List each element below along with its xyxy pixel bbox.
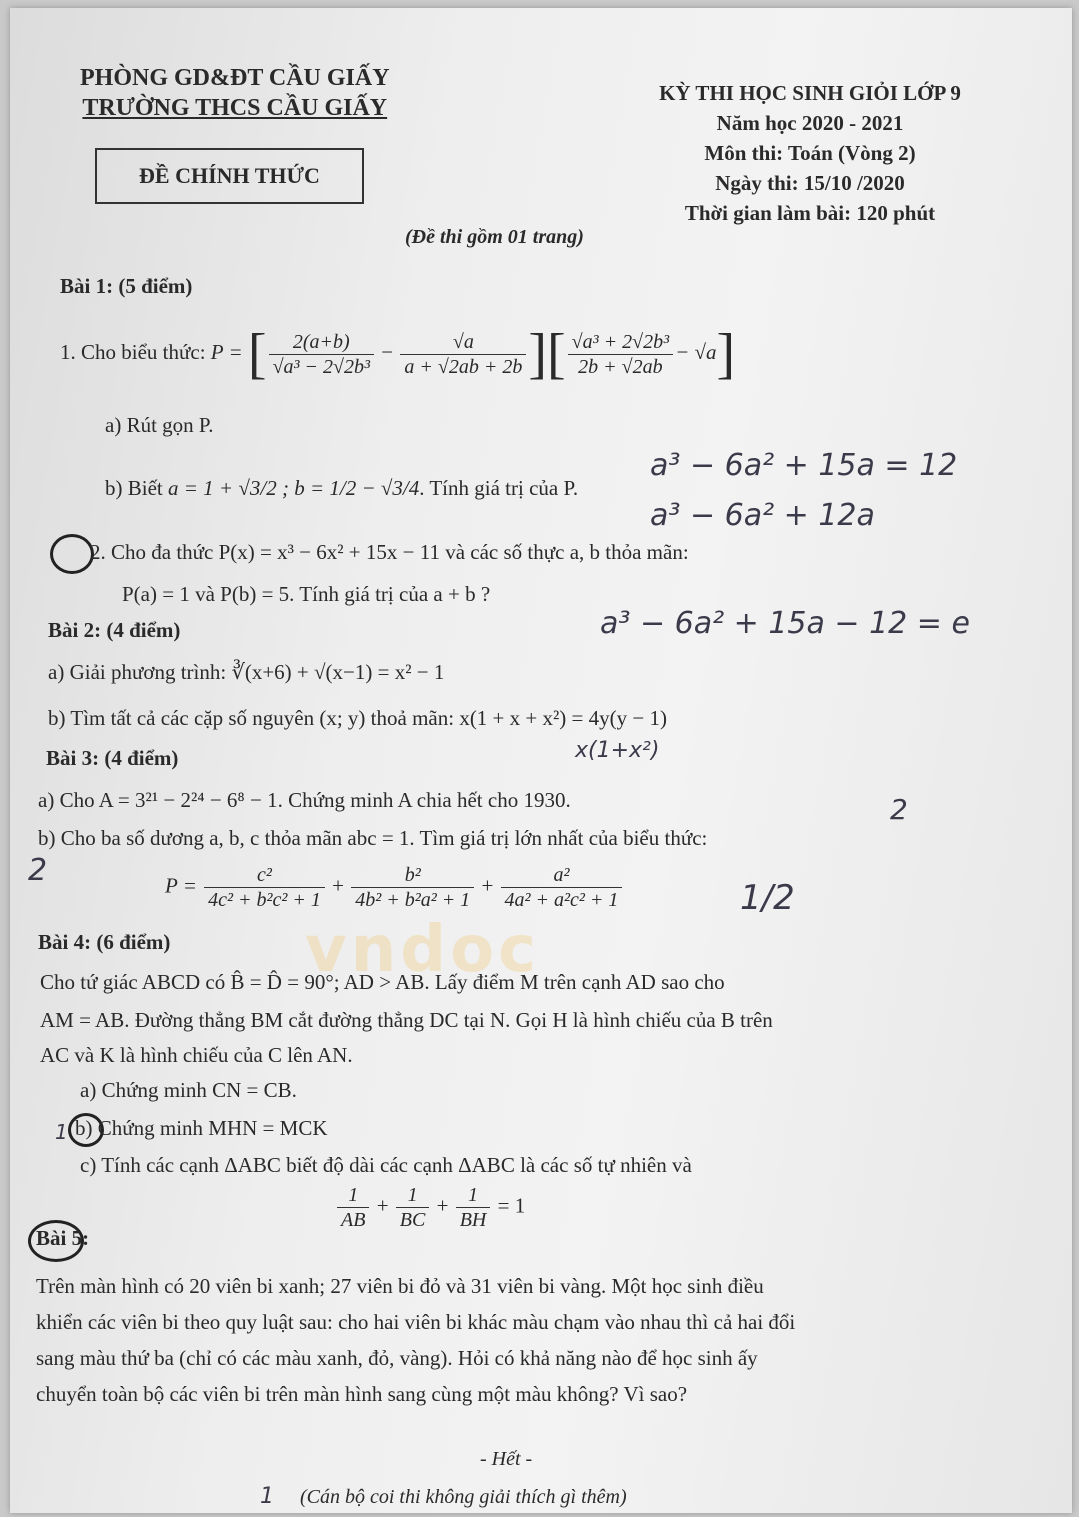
- bai1-q2-line2: P(a) = 1 và P(b) = 5. Tính giá trị của a + b ?: [122, 582, 491, 606]
- handwriting-8: 1: [260, 1484, 274, 1509]
- p-frac-2: $\frac{\text{b²}}{\text{4b² + b²a² + 1}}$: [351, 863, 474, 912]
- bai4-c: c) Tính các cạnh ΔABC biết độ dài các cạnh ΔABC là các số tự nhiên và: [80, 1153, 692, 1177]
- handwriting-4: x(1+x²): [575, 738, 660, 763]
- subject: Môn thi: Toán (Vòng 2): [704, 141, 916, 165]
- bai3-a: a) Cho A = 3²¹ − 2²⁴ − 6⁸ − 1. Chứng minh A chia hết cho 1930.: [38, 788, 571, 812]
- bai1-q1a: a) Rút gọn P.: [105, 413, 214, 437]
- bai2-b: b) Tìm tất cả các cặp số nguyên (x; y) thoả mãn: x(1 + x + x²) = 4y(y − 1): [48, 706, 667, 730]
- bai4-b: b) Chứng minh MHN = MCK: [75, 1116, 328, 1140]
- bai5-line3: sang màu thứ ba (chỉ có các màu xanh, đỏ, vàng). Hỏi có khả năng nào để học sinh ấy: [36, 1346, 758, 1370]
- p-frac-3: $\frac{\text{a²}}{\text{4a² + a²c² + 1}}$: [501, 863, 623, 912]
- bai1-title: Bài 1: (5 điểm): [60, 274, 193, 298]
- bai5-line1: Trên màn hình có 20 viên bi xanh; 27 viên bi đỏ và 31 viên bi vàng. Một học sinh điều: [36, 1274, 764, 1298]
- exam-date: Ngày thi: 15/10 /2020: [715, 171, 905, 195]
- footer-note: (Cán bộ coi thi không giải thích gì thêm): [300, 1486, 627, 1508]
- duration: Thời gian làm bài: 120 phút: [684, 201, 936, 225]
- end-mark: - Hết -: [480, 1448, 533, 1470]
- eq-frac-1: $\frac{1}{AB}$: [337, 1183, 369, 1232]
- handwriting-3: a³ − 6a² + 15a − 12 = e: [600, 606, 970, 641]
- handwriting-6: 2: [28, 853, 48, 888]
- bai1-q2-line1: 2. Cho đa thức P(x) = x³ − 6x² + 15x − 11 và các số thực a, b thỏa mãn:: [90, 540, 689, 564]
- bai3-title: Bài 3: (4 điểm): [46, 746, 179, 770]
- handwriting-9: 2: [890, 793, 908, 826]
- bai4-line2: AM = AB. Đường thẳng BM cắt đường thẳng DC tại N. Gọi H là hình chiếu của B trên: [40, 1008, 773, 1032]
- bai5-line4: chuyển toàn bộ các viên bi trên màn hình sang cùng một màu không? Vì sao?: [36, 1382, 688, 1406]
- header-left: [80, 63, 390, 123]
- bai5-title: Bài 5:: [36, 1226, 90, 1250]
- bai4-line3: AC và K là hình chiếu của C lên AN.: [40, 1043, 353, 1067]
- pages-note: (Đề thi gồm 01 trang): [405, 226, 584, 248]
- bai3-b: b) Cho ba số dương a, b, c thỏa mãn abc = 1. Tìm giá trị lớn nhất của biểu thức:: [38, 826, 708, 850]
- bai4-title: Bài 4: (6 điểm): [38, 930, 171, 954]
- bai3-p-expression: P = $\frac{\text{c²}}{\text{4c² + b²c² + 1}}$ + $\frac{\text{b²}}{\text{4b² + b²a² + 1}}$ + $\frac{\text{a²}}{\text{4a² + a²c² + 1}}$: [165, 863, 624, 912]
- frac-1: $\frac{2(a+b)}{\text{√a³ − 2√2b³}}$: [269, 330, 374, 379]
- bai1-q1: 1. Cho biểu thức: P = [ $\frac{2(a+b)}{\text{√a³ − 2√2b³}}$ − $\frac{√a}{a + √2ab + 2b}$ ][ $\frac{\text{√a³ + 2√2b³}}{2b + √2ab}$ − √a]: [60, 323, 736, 385]
- p-frac-1: $\frac{\text{c²}}{\text{4c² + b²c² + 1}}$: [204, 863, 325, 912]
- bai4-equation: $\frac{1}{AB}$ + $\frac{1}{BC}$ + $\frac{1}{BH}$ = 1: [335, 1183, 525, 1232]
- bai1-q1-intro: 1. Cho biểu thức:: [60, 339, 206, 364]
- school-name: TRƯỜNG THCS CẦU GIẤY: [82, 95, 388, 121]
- bai2-a: a) Giải phương trình: ∛(x+6) + √(x−1) = x² − 1: [48, 660, 445, 684]
- frac-3: $\frac{\text{√a³ + 2√2b³}}{2b + √2ab}$: [568, 330, 673, 379]
- bai4-line1: Cho tứ giác ABCD có B̂ = D̂ = 90°; AD > AB. Lấy điểm M trên cạnh AD sao cho: [40, 970, 725, 994]
- bai1-q1b: b) Biết a = 1 + √3/2 ; b = 1/2 − √3/4. Tính giá trị của P.: [105, 476, 579, 500]
- watermark-logo: vndoc: [305, 913, 540, 987]
- exam-title: KỲ THI HỌC SINH GIỎI LỚP 9: [659, 81, 961, 105]
- official-label: ĐỀ CHÍNH THỨC: [95, 148, 364, 204]
- handwriting-1: a³ − 6a² + 15a = 12: [650, 448, 958, 483]
- handwriting-5: 1/2: [740, 878, 795, 918]
- department: PHÒNG GD&ĐT CẦU GIẤY: [80, 65, 390, 91]
- eq-frac-2: $\frac{1}{BC}$: [396, 1183, 430, 1232]
- exam-paper: [10, 8, 1072, 1513]
- school-year: Năm học 2020 - 2021: [716, 111, 904, 135]
- frac-2: $\frac{√a}{a + √2ab + 2b}$: [400, 330, 526, 379]
- handwriting-2: a³ − 6a² + 12a: [650, 498, 875, 533]
- header-right: [625, 78, 995, 228]
- bai5-line2: khiển các viên bi theo quy luật sau: cho hai viên bi khác màu chạm vào nhau thì cả hai đổi: [36, 1310, 796, 1334]
- bai2-title: Bài 2: (4 điểm): [48, 618, 181, 642]
- eq-frac-3: $\frac{1}{BH}$: [456, 1183, 491, 1232]
- circle-mark: [50, 534, 94, 574]
- handwriting-7: 1: [55, 1120, 68, 1144]
- bai4-a: a) Chứng minh CN = CB.: [80, 1078, 297, 1102]
